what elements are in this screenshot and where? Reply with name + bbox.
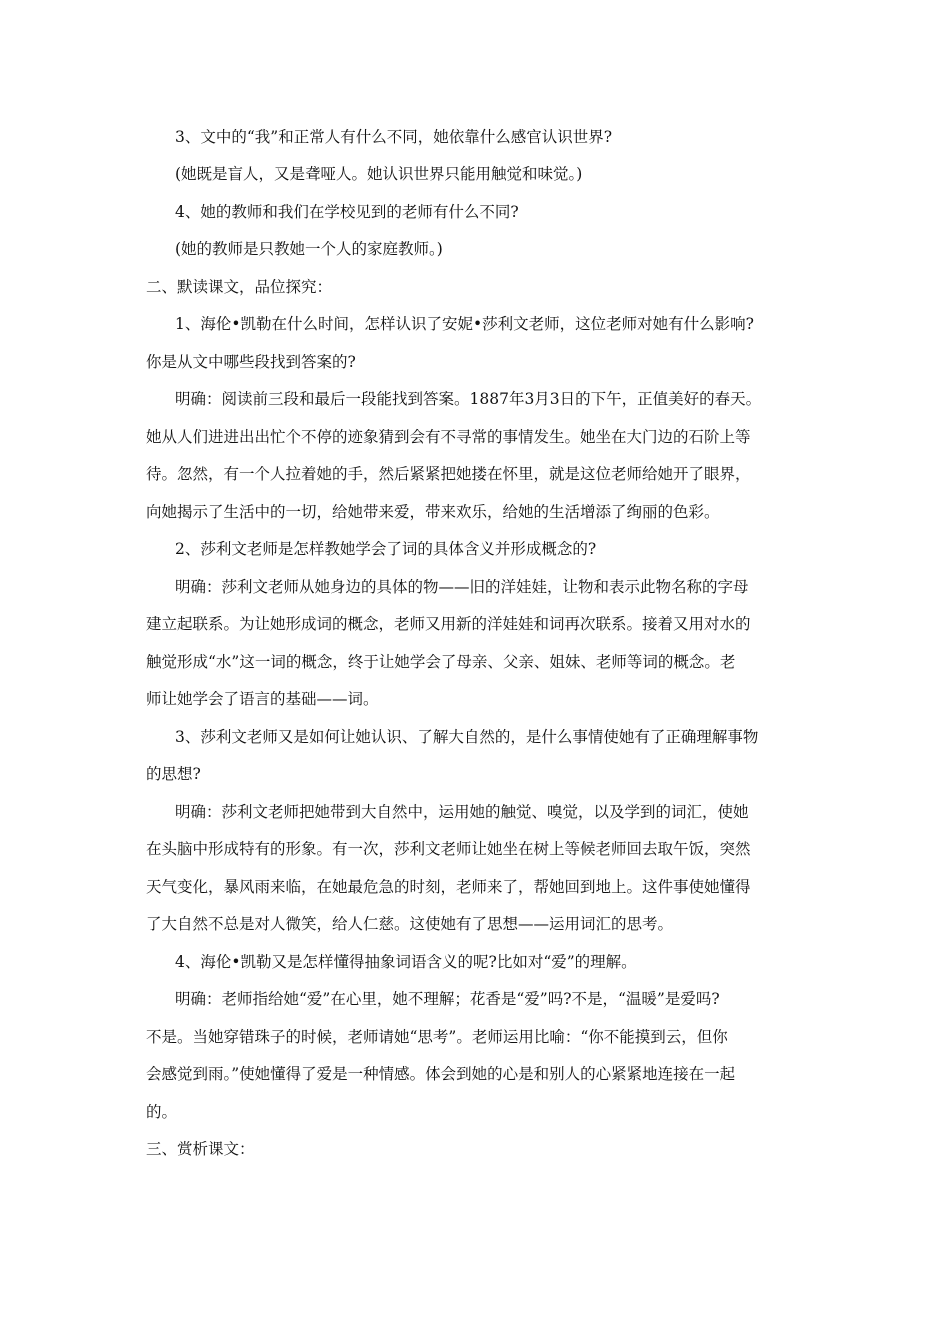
paragraph-line: 触觉形成“水”这一词的概念，终于让她学会了母亲、父亲、姐妹、老师等词的概念。老 — [146, 653, 736, 671]
paragraph-line: 2、莎利文老师是怎样教她学会了词的具体含义并形成概念的? — [175, 540, 597, 558]
paragraph-line: 向她揭示了生活中的一切，给她带来爱，带来欢乐，给她的生活增添了绚丽的色彩。 — [146, 503, 720, 521]
paragraph-line: 明确：莎利文老师把她带到大自然中，运用她的触觉、嗅觉，以及学到的词汇，使她 — [175, 803, 749, 821]
paragraph-line: 明确：阅读前三段和最后一段能找到答案。1887年3月3日的下午，正值美好的春天。 — [175, 390, 762, 408]
section-heading-2: 二、默读课文，品位探究： — [146, 278, 333, 296]
paragraph-line: 明确：老师指给她“爱”在心里，她不理解；花香是“爱”吗?不是，“温暖”是爱吗? — [175, 990, 720, 1008]
paragraph-line: 3、莎利文老师又是如何让她认识、了解大自然的，是什么事情使她有了正确理解事物 — [175, 728, 759, 746]
paragraph-line: 的。 — [146, 1103, 178, 1121]
paragraph-line: 会感觉到雨。”使她懂得了爱是一种情感。体会到她的心是和别人的心紧紧地连接在一起 — [146, 1065, 736, 1083]
section-heading-3: 三、赏析课文： — [146, 1140, 255, 1158]
paragraph-line: 你是从文中哪些段找到答案的? — [146, 353, 356, 371]
paragraph-line: 待。忽然，有一个人拉着她的手，然后紧紧把她搂在怀里，就是这位老师给她开了眼界， — [146, 465, 751, 483]
answer-4: (她的教师是只教她一个人的家庭教师。) — [175, 240, 443, 258]
paragraph-line: 天气变化，暴风雨来临，在她最危急的时刻，老师来了，帮她回到地上。这件事使她懂得 — [146, 878, 751, 896]
paragraph-line: 明确：莎利文老师从她身边的具体的物——旧的洋娃娃，让物和表示此物名称的字母 — [175, 578, 749, 596]
paragraph-line: 建立起联系。为让她形成词的概念，老师又用新的洋娃娃和词再次联系。接着又用对水的 — [146, 615, 751, 633]
paragraph-line: 的思想? — [146, 765, 201, 783]
paragraph-line: 不是。当她穿错珠子的时候，老师请她“思考”。老师运用比喻：“你不能摸到云，但你 — [146, 1028, 728, 1046]
paragraph-line: 她从人们进进出出忙个不停的迹象猜到会有不寻常的事情发生。她坐在大门边的石阶上等 — [146, 428, 751, 446]
question-3: 3、文中的“我”和正常人有什么不同，她依靠什么感官认识世界? — [175, 128, 613, 146]
paragraph-line: 在头脑中形成特有的形象。有一次，莎利文老师让她坐在树上等候老师回去取午饭，突然 — [146, 840, 751, 858]
question-4: 4、她的教师和我们在学校见到的老师有什么不同? — [175, 203, 519, 221]
paragraph-line: 1、海伦•凯勒在什么时间，怎样认识了安妮•莎利文老师，这位老师对她有什么影响? — [175, 315, 754, 333]
paragraph-line: 师让她学会了语言的基础——词。 — [146, 690, 379, 708]
paragraph-line: 了大自然不总是对人微笑，给人仁慈。这使她有了思想——运用词汇的思考。 — [146, 915, 674, 933]
paragraph-line: 4、海伦•凯勒又是怎样懂得抽象词语含义的呢?比如对“爱”的理解。 — [175, 953, 637, 971]
answer-3: (她既是盲人，又是聋哑人。她认识世界只能用触觉和味觉。) — [175, 165, 583, 183]
